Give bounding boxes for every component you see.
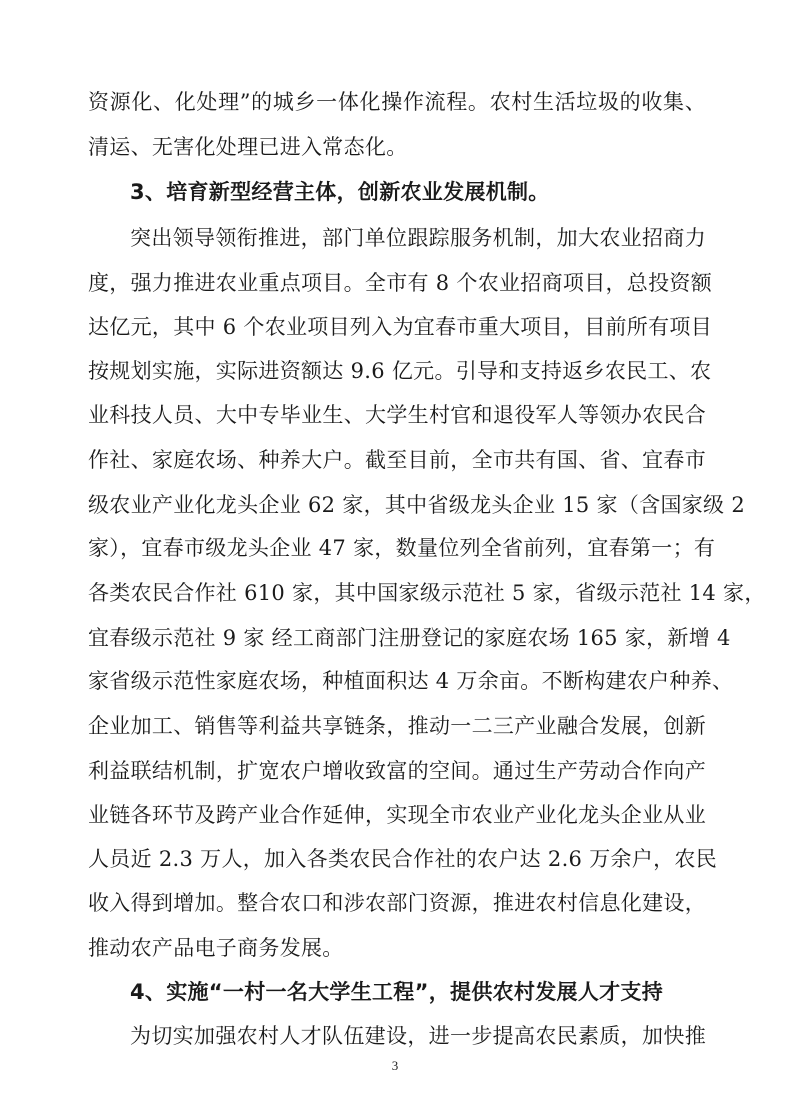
paragraph-line: 突出领导领衔推进，部门单位跟踪服务机制，加大农业招商力	[130, 226, 706, 250]
paragraph-line: 业科技人员、大中专毕业生、大学生村官和退役军人等领办农民合	[88, 403, 706, 427]
paragraph-line: 宜春级示范社 9 家 经工商部门注册登记的家庭农场 165 家，新增 4	[88, 626, 731, 650]
paragraph-line: 收入得到增加。整合农口和涉农部门资源，推进农村信息化建设，	[88, 891, 706, 915]
paragraph-line: 按规划实施，实际进资额达 9.6 亿元。引导和支持返乡农民工、农	[88, 359, 712, 383]
paragraph-line: 推动农产品电子商务发展。	[88, 936, 344, 960]
section-heading: 4、实施“一村一名大学生工程”，提供农村发展人才支持	[130, 980, 664, 1004]
paragraph-line: 利益联结机制，扩宽农户增收致富的空间。通过生产劳动合作向产	[88, 759, 706, 783]
paragraph-line: 家），宜春市级龙头企业 47 家，数量位列全省前列，宜春第一；有	[88, 536, 716, 560]
paragraph-line: 各类农民合作社 610 家，其中国家级示范社 5 家，省级示范社 14 家，	[88, 581, 766, 605]
paragraph-line: 业链各环节及跨产业合作延伸，实现全市农业产业化龙头企业从业	[88, 803, 706, 827]
paragraph-line: 级农业产业化龙头企业 62 家，其中省级龙头企业 15 家（含国家级 2	[88, 493, 745, 517]
paragraph-line: 人员近 2.3 万人，加入各类农民合作社的农户达 2.6 万余户，农民	[88, 847, 717, 871]
paragraph-line: 家省级示范性家庭农场，种植面积达 4 万余亩。不断构建农户种养、	[88, 669, 734, 693]
paragraph-line: 企业加工、销售等利益共享链条，推动一二三产业融合发展，创新	[88, 714, 706, 738]
page-number: 3	[391, 1058, 399, 1073]
paragraph-line: 清运、无害化处理已进入常态化。	[88, 135, 408, 159]
paragraph-line: 作社、家庭农场、种养大户。截至目前，全市共有国、省、宜春市	[88, 448, 706, 472]
paragraph-line: 为切实加强农村人才队伍建设，进一步提高农民素质，加快推	[130, 1024, 706, 1048]
paragraph-line: 度，强力推进农业重点项目。全市有 8 个农业招商项目，总投资额	[88, 271, 713, 295]
section-heading: 3、培育新型经营主体，创新农业发展机制。	[130, 180, 550, 204]
paragraph-line: 达亿元，其中 6 个农业项目列入为宜春市重大项目，目前所有项目	[88, 315, 713, 339]
paragraph-line: 资源化、化处理”的城乡一体化操作流程。农村生活垃圾的收集、	[88, 90, 706, 114]
